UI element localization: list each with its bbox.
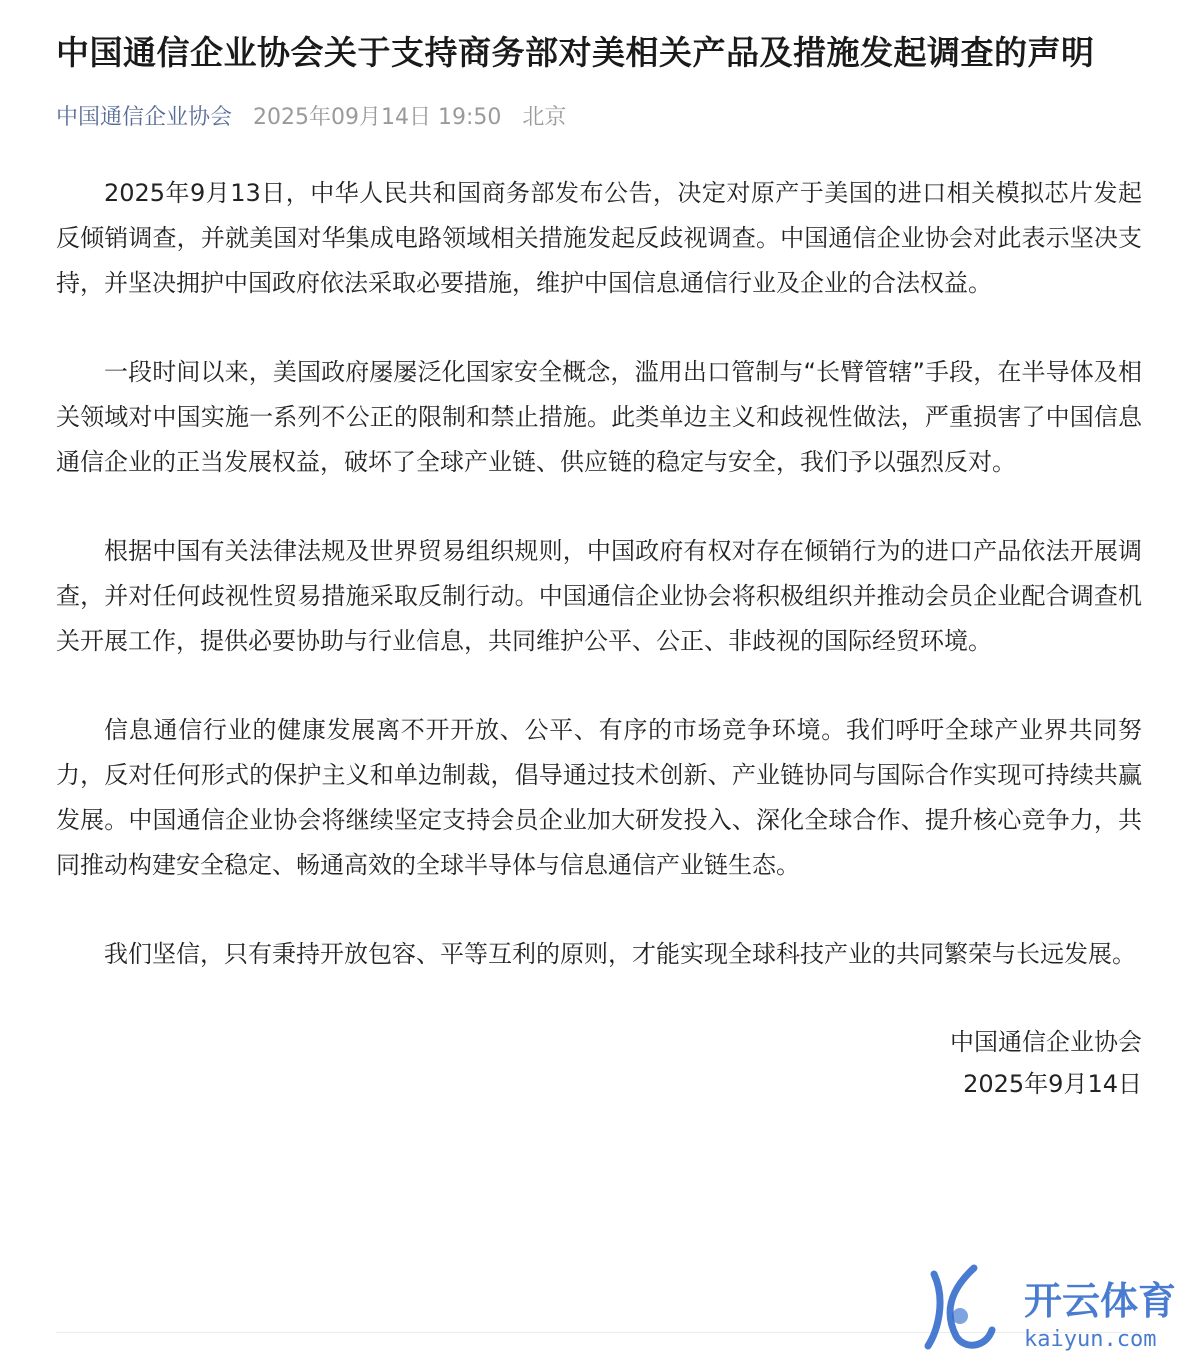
paragraph: 根据中国有关法律法规及世界贸易组织规则，中国政府有权对存在倾销行为的进口产品依法开展调查，并对任何歧视性贸易措施采取反制行动。中国通信企业协会将积极组织并推动会员企业配合调查机关开展工作，提供必要协助与行业信息，共同维护公平、公正、非歧视的国际经贸环境。 [56, 537, 1142, 655]
watermark-brand: 开云体育 [1024, 1279, 1177, 1323]
article-body [56, 171, 1142, 977]
divider [56, 1332, 1142, 1333]
paragraph: 信息通信行业的健康发展离不开开放、公平、有序的市场竞争环境。我们呼吁全球产业界共同努力，反对任何形式的保护主义和单边制裁，倡导通过技术创新、产业链协同与国际合作实现可持续共赢发展。中国通信企业协会将继续坚定支持会员企业加大研发投入、深化全球合作、提升核心竞争力，共同推动构建安全稳定、畅通高效的全球半导体与信息通信产业链生态。 [56, 716, 1142, 879]
article-meta [56, 102, 1142, 134]
paragraph: 我们坚信，只有秉持开放包容、平等互利的原则，才能实现全球科技产业的共同繁荣与长远发展。 [104, 940, 1136, 968]
publish-location: 北京 [522, 105, 567, 130]
signature [56, 1021, 1142, 1105]
publish-time: 2025年09月14日 19:50 [253, 105, 502, 130]
paragraph: 2025年9月13日，中华人民共和国商务部发布公告，决定对原产于美国的进口相关模拟芯片发起反倾销调查，并就美国对华集成电路领域相关措施发起反歧视调查。中国通信企业协会对此表示坚决支持，并坚决拥护中国政府依法采取必要措施，维护中国信息通信行业及企业的合法权益。 [56, 179, 1142, 297]
account-name-link[interactable]: 中国通信企业协会 [56, 105, 233, 130]
watermark [916, 1260, 1186, 1356]
watermark-domain: kaiyun.com [1024, 1327, 1157, 1352]
article [56, 0, 1142, 1105]
signature-date: 2025年9月14日 [963, 1070, 1142, 1098]
article-title: 中国通信企业协会关于支持商务部对美相关产品及措施发起调查的声明 [56, 33, 1095, 72]
kaiyun-logo-icon [916, 1260, 1186, 1356]
paragraph: 一段时间以来，美国政府屡屡泛化国家安全概念，滥用出口管制与“长臂管辖”手段，在半导体及相关领域对中国实施一系列不公正的限制和禁止措施。此类单边主义和歧视性做法，严重损害了中国信息通信企业的正当发展权益，破坏了全球产业链、供应链的稳定与安全，我们予以强烈反对。 [56, 358, 1142, 476]
signature-org: 中国通信企业协会 [950, 1028, 1142, 1056]
